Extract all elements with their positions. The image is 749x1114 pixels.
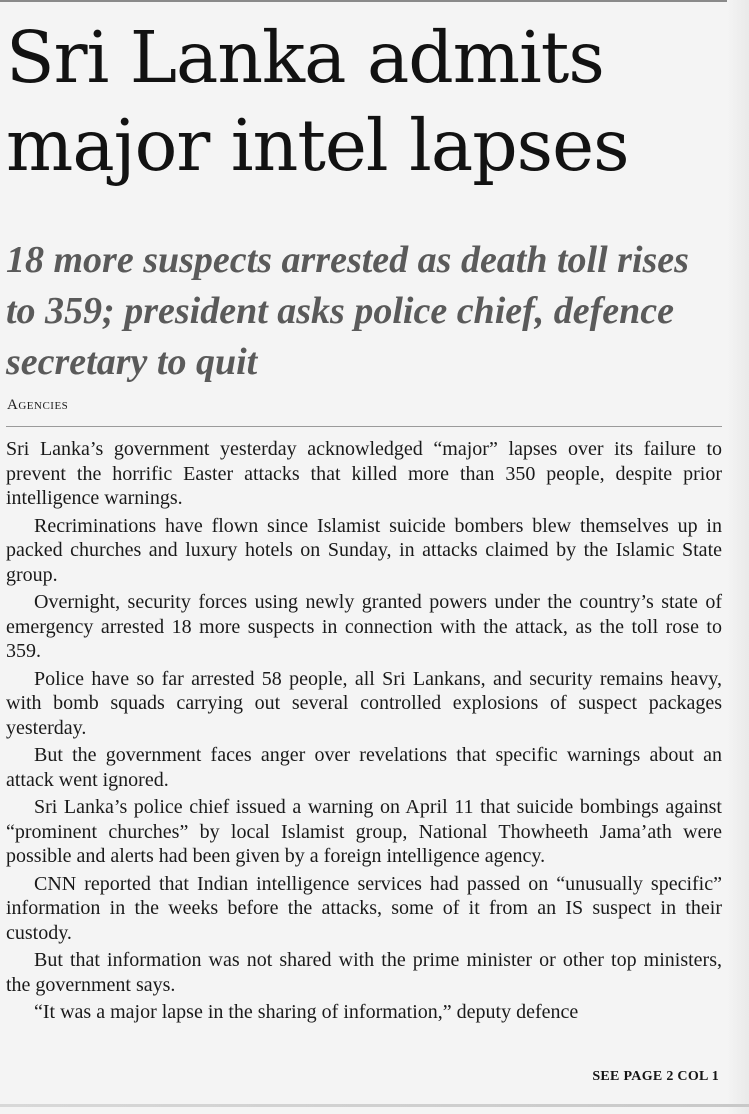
- subheadline-deck: 18 more suspects arrested as death toll rises to 359; president asks police chief, defence secretary to quit: [6, 239, 689, 383]
- paragraph-8: But that information was not shared with the prime minister or other top ministers, the government says.: [6, 949, 722, 996]
- headline: [6, 14, 736, 190]
- article-body: [6, 437, 722, 1028]
- continuation-jump-line: SEE PAGE 2 COL 1: [592, 1069, 719, 1084]
- headline-line-2: major intel lapses: [6, 104, 629, 187]
- paragraph-6: Sri Lanka’s police chief issued a warning on April 11 that suicide bombings against “prominent churches” by local Islamist group, National Thowheeth Jama’ath were possible and alerts had been given by a foreign intelligence agency.: [6, 796, 722, 867]
- bottom-rule: [0, 1104, 749, 1107]
- paragraph-5: But the government faces anger over revelations that specific warnings about an attack went ignored.: [6, 744, 722, 791]
- paragraph-9: “It was a major lapse in the sharing of information,” deputy defence: [34, 1001, 579, 1023]
- byline: Agencies: [7, 397, 69, 413]
- paragraph-4: Police have so far arrested 58 people, all Sri Lankans, and security remains heavy, with bomb squads carrying out several controlled explosions of suspect packages yesterday.: [6, 667, 722, 739]
- headline-line-1: Sri Lanka admits: [6, 16, 604, 99]
- paragraph-7: CNN reported that Indian intelligence services had passed on “unusually specific” information in the weeks before the attacks, some of it from an IS suspect in their custody.: [6, 872, 722, 944]
- paragraph-1: Sri Lanka’s government yesterday acknowledged “major” lapses over its failure to prevent the horrific Easter attacks that killed more than 350 people, despite prior intelligence warnings.: [6, 438, 722, 509]
- paragraph-3: Overnight, security forces using newly granted powers under the country’s state of emergency arrested 18 more suspects in connection with the attack, as the toll rose to 359.: [6, 591, 722, 662]
- byline-rule: [6, 426, 722, 427]
- paragraph-2: Recriminations have flown since Islamist suicide bombers blew themselves up in packed churches and luxury hotels on Sunday, in attacks claimed by the Islamic State group.: [6, 514, 722, 586]
- top-rule: [0, 0, 749, 2]
